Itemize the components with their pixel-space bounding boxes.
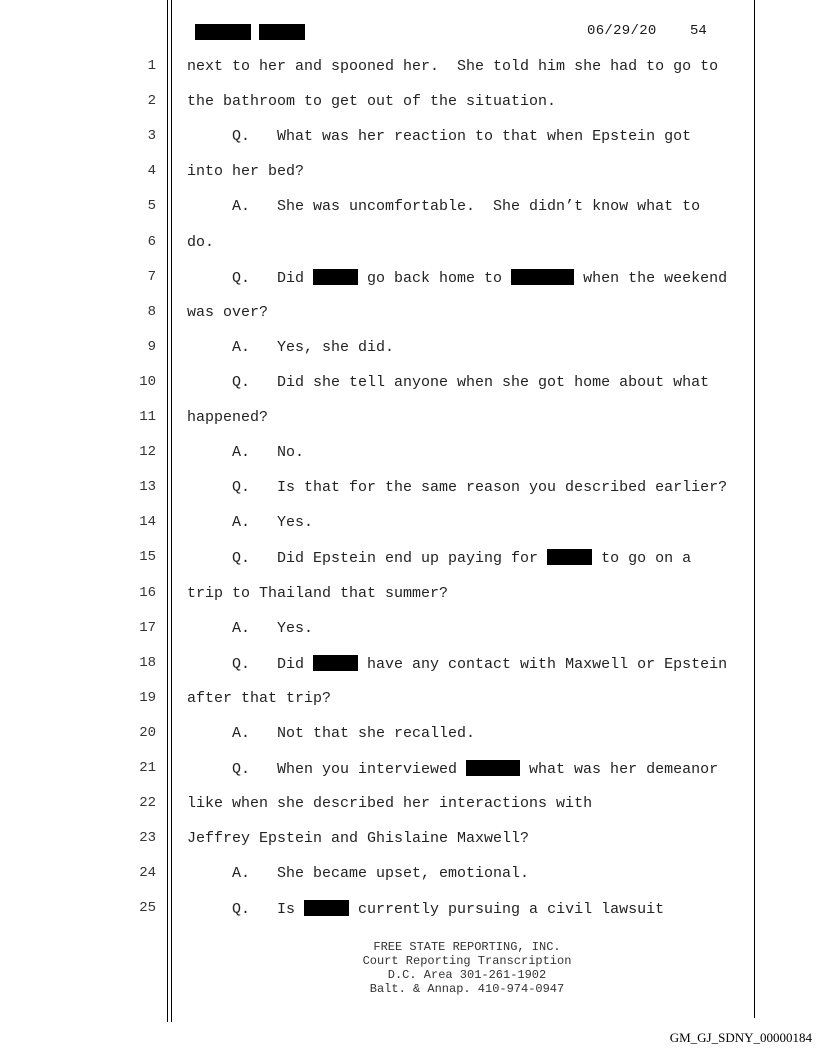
transcript-line	[0, 409, 816, 444]
line-text	[187, 198, 700, 215]
line-text-segment: Q. When you interviewed	[187, 761, 467, 778]
line-text	[187, 865, 529, 882]
line-text	[187, 409, 268, 426]
line-number: 25	[139, 900, 156, 917]
line-text-segment: trip to Thailand that summer?	[187, 584, 449, 602]
line-number: 4	[147, 163, 156, 180]
transcript-line	[0, 760, 816, 795]
line-text	[187, 760, 718, 778]
line-text	[187, 585, 448, 602]
line-number: 21	[139, 760, 156, 776]
transcript-line	[0, 830, 816, 865]
line-text	[187, 234, 214, 251]
line-number: 9	[147, 338, 156, 355]
line-text-segment: into her bed?	[187, 163, 305, 181]
line-text-segment: A. She was uncomfortable. She didn’t know what to	[187, 198, 701, 216]
line-text-segment: after that trip?	[187, 689, 332, 707]
line-text	[187, 444, 304, 461]
line-number: 22	[139, 795, 156, 812]
line-text	[187, 795, 592, 812]
line-text-segment: happened?	[187, 409, 269, 426]
transcript-line	[0, 58, 816, 93]
line-text	[187, 304, 268, 321]
transcript-line	[0, 655, 816, 690]
redaction-box	[259, 24, 305, 40]
redaction-box	[195, 24, 251, 40]
line-text-segment: go back home to	[358, 269, 512, 287]
line-text-segment: Jeffrey Epstein and Ghislaine Maxwell?	[187, 830, 530, 848]
transcript-line	[0, 93, 816, 128]
line-text-segment: A. Yes, she did.	[187, 338, 395, 356]
line-number: 23	[139, 830, 156, 847]
line-text-segment: A. Yes.	[187, 514, 314, 532]
transcript-line	[0, 269, 816, 304]
line-text-segment: have any contact with Maxwell or Epstein	[358, 655, 728, 673]
line-text	[187, 269, 727, 287]
bates-number: GM_GJ_SDNY_00000184	[669, 1030, 812, 1045]
line-number: 14	[139, 514, 156, 531]
line-number: 17	[139, 619, 156, 636]
transcript-line	[0, 795, 816, 830]
line-text	[187, 339, 394, 356]
header-page-number: 54	[690, 23, 707, 39]
line-text	[187, 830, 529, 847]
page-header	[187, 18, 747, 48]
line-number: 16	[139, 584, 156, 601]
transcript-line	[0, 234, 816, 269]
footer-company: FREE STATE REPORTING, INC.	[373, 940, 561, 954]
footer-balt-phone: Balt. & Annap. 410-974-0947	[369, 982, 565, 996]
line-text-segment: the bathroom to get out of the situation.	[187, 93, 557, 111]
transcript-line	[0, 585, 816, 620]
transcript-line	[0, 900, 816, 935]
line-number: 15	[139, 549, 156, 566]
line-number: 1	[147, 58, 156, 74]
redaction-box	[304, 900, 349, 916]
line-text-segment: Q. Did Epstein end up paying for	[187, 550, 548, 568]
line-number: 8	[147, 303, 156, 320]
line-text-segment: when the weekend	[574, 269, 728, 287]
line-number: 10	[139, 373, 156, 390]
transcript-line	[0, 163, 816, 198]
redaction-box	[313, 655, 358, 671]
line-text	[187, 620, 313, 637]
line-text-segment: next to her and spooned her. She told him she had to go to	[187, 58, 719, 75]
line-number: 18	[139, 654, 156, 671]
line-text-segment: A. No.	[187, 444, 305, 462]
line-text	[187, 93, 556, 110]
line-text	[187, 128, 691, 145]
transcript-line	[0, 128, 816, 163]
line-text-segment: A. Yes.	[187, 619, 314, 637]
line-text	[187, 725, 475, 742]
line-text-segment: was over?	[187, 303, 269, 321]
line-text-segment: Q. Is	[187, 901, 305, 919]
line-text-segment: currently pursuing a civil lawsuit	[349, 901, 665, 919]
transcript-line	[0, 444, 816, 479]
line-text-segment: Q. What was her reaction to that when Epstein got	[187, 128, 692, 146]
transcript-line	[0, 690, 816, 725]
line-text-segment: A. Not that she recalled.	[187, 724, 476, 742]
line-text-segment: to go on a	[592, 550, 692, 568]
line-number: 24	[139, 865, 156, 882]
transcript-line	[0, 549, 816, 584]
transcript-line	[0, 479, 816, 514]
transcript-line	[0, 339, 816, 374]
transcript-line	[0, 865, 816, 900]
line-text	[187, 58, 718, 75]
header-date: 06/29/20	[587, 23, 657, 39]
line-text-segment: Q. Is that for the same reason you described earlier?	[187, 479, 728, 497]
line-text-segment: what was her demeanor	[520, 761, 719, 778]
line-text-segment: A. She became upset, emotional.	[187, 865, 530, 883]
line-number: 11	[139, 409, 156, 425]
line-number: 7	[147, 268, 156, 285]
line-text-segment: Q. Did she tell anyone when she got home about what	[187, 373, 710, 391]
line-text-segment: like when she described her interactions with	[187, 795, 593, 813]
transcript-line	[0, 620, 816, 655]
transcript-line	[0, 514, 816, 549]
line-number: 6	[147, 233, 156, 250]
transcript-line	[0, 374, 816, 409]
line-number: 3	[147, 128, 156, 145]
line-text	[187, 900, 664, 918]
line-text	[187, 549, 691, 567]
line-text	[187, 655, 727, 673]
transcript-line	[0, 304, 816, 339]
line-number: 19	[139, 689, 156, 706]
line-text-segment: Q. Did	[187, 655, 314, 673]
line-text-segment: Q. Did	[187, 269, 314, 287]
reporter-footer	[187, 940, 747, 996]
redaction-box	[313, 269, 358, 285]
line-text	[187, 690, 331, 707]
line-number: 5	[147, 198, 156, 215]
line-number: 2	[147, 93, 156, 110]
line-text	[187, 479, 727, 496]
redaction-box	[547, 549, 592, 565]
line-number: 12	[139, 444, 156, 461]
redaction-box	[466, 760, 520, 776]
transcript-line	[0, 725, 816, 760]
line-number: 13	[139, 479, 156, 496]
line-text-segment: do.	[187, 233, 215, 251]
line-number: 20	[139, 724, 156, 741]
transcript-line	[0, 198, 816, 233]
redaction-box	[511, 269, 574, 285]
footer-dc-phone: D.C. Area 301-261-1902	[387, 968, 547, 982]
line-text	[187, 514, 313, 531]
footer-service: Court Reporting Transcription	[362, 954, 572, 968]
line-text	[187, 163, 304, 180]
line-text	[187, 374, 709, 391]
